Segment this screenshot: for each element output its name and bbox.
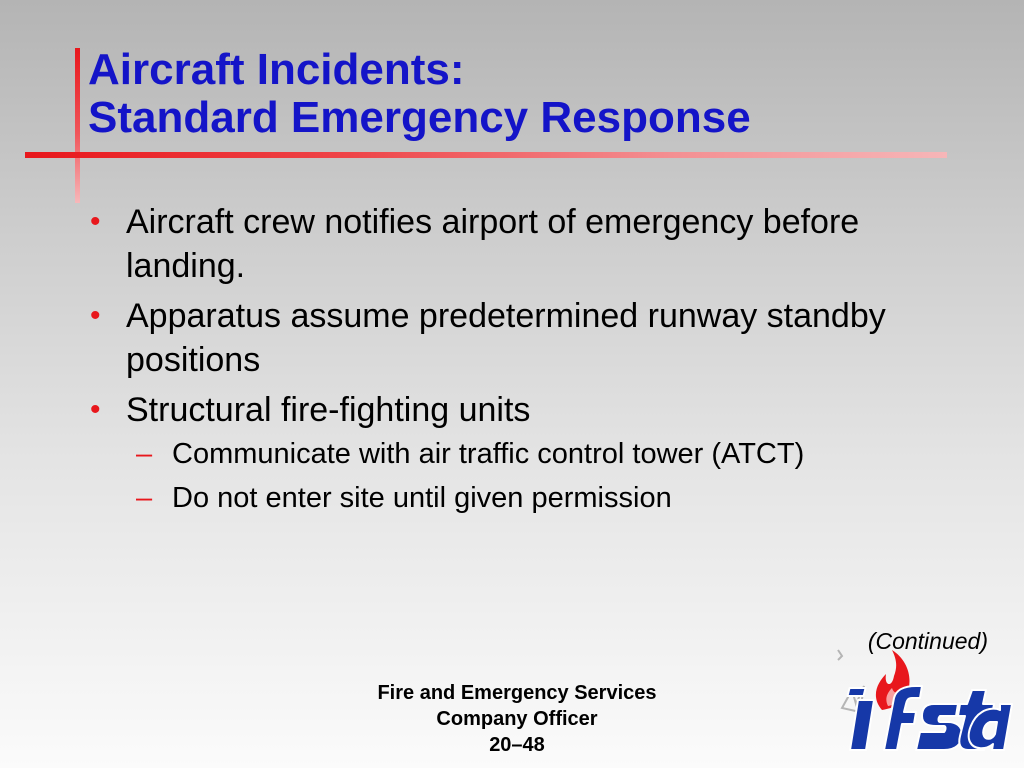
bullet-text: Structural fire-fighting units (126, 391, 531, 429)
continued-label: (Continued) (867, 628, 988, 654)
bullet-item (90, 294, 910, 382)
sub-bullet-text: Communicate with air traffic control tower (ATCT) (172, 438, 805, 470)
footer-title: Fire and Emergency Services (377, 682, 657, 704)
sub-bullet-item (126, 476, 910, 520)
sub-bullet-text: Do not enter site until given permission (172, 482, 672, 514)
accent-vertical-line (75, 48, 80, 203)
sub-bullet-list (126, 432, 910, 520)
footer (317, 680, 717, 758)
bullet-dot-icon: • (90, 299, 101, 332)
bullet-dot-icon: • (90, 205, 101, 238)
page-number: 20–48 (489, 734, 545, 756)
footer-subtitle: Company Officer (436, 708, 598, 730)
bullet-text: Aircraft crew notifies airport of emergency before landing. (126, 203, 860, 285)
title-line-2: Standard Emergency Response (88, 93, 751, 142)
sub-dash-icon: – (136, 438, 153, 470)
slide-title (88, 46, 751, 142)
bullet-text: Apparatus assume predetermined runway standby positions (126, 297, 886, 379)
title-line-1: Aircraft Incidents: (88, 45, 465, 94)
bullet-list (90, 200, 910, 526)
accent-horizontal-line (25, 152, 947, 158)
bullet-item (90, 388, 910, 520)
sub-dash-icon: – (136, 482, 153, 514)
bullet-dot-icon: • (90, 393, 101, 426)
ifsta-logo-icon (836, 646, 1014, 756)
bullet-item (90, 200, 910, 288)
sub-bullet-item (126, 432, 910, 476)
